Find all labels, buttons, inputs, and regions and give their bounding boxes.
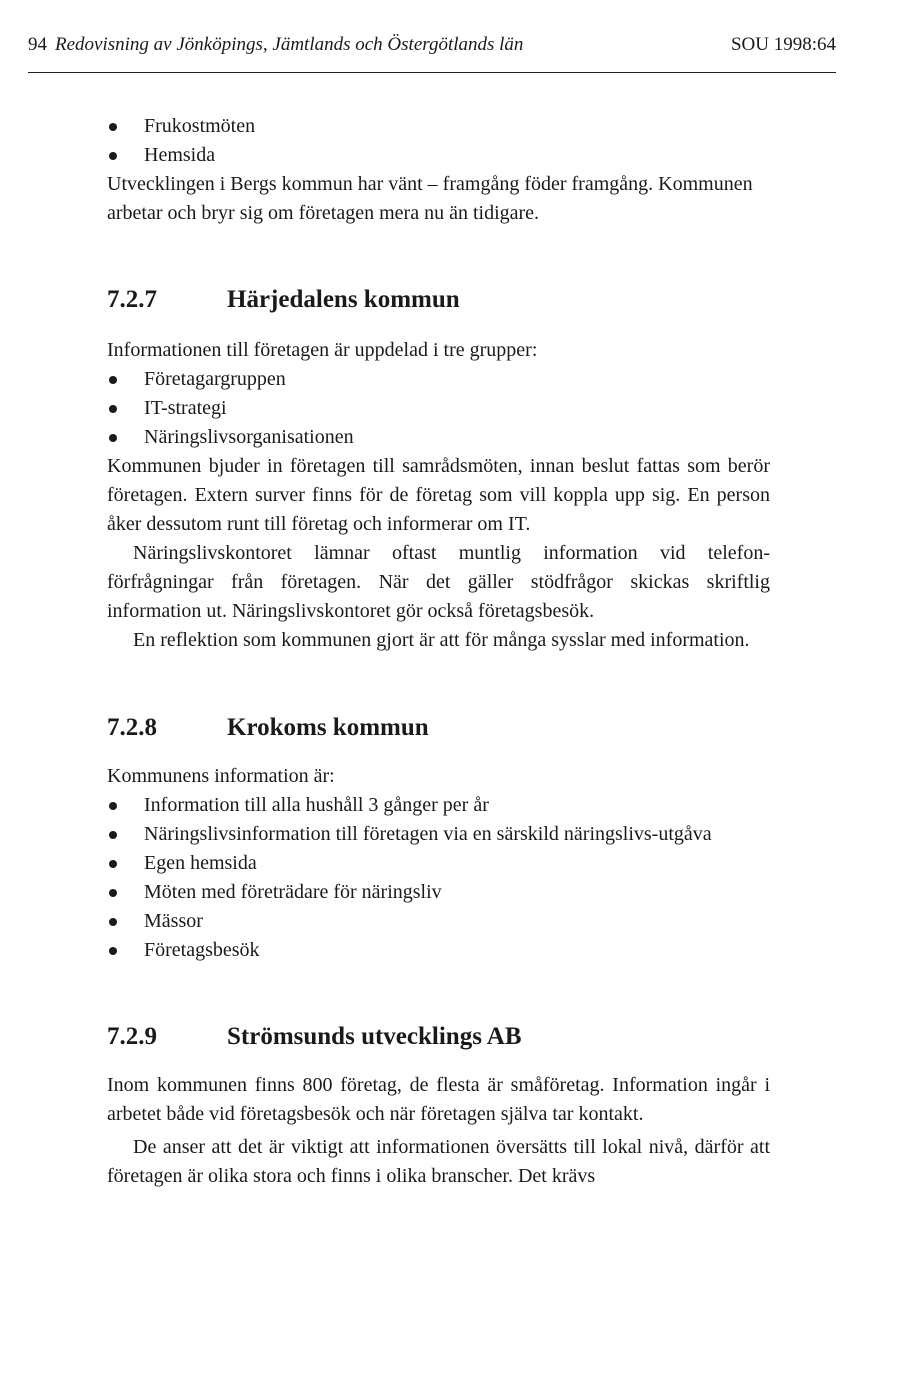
bullet-icon (109, 918, 117, 926)
list-item: Företagargruppen (107, 365, 770, 394)
list-item: Hemsida (107, 141, 770, 170)
bullet-icon (109, 831, 117, 839)
list-item: Mässor (107, 907, 770, 936)
bullet-icon (109, 947, 117, 955)
section-number: 7.2.7 (107, 286, 157, 313)
header-title: Redovisning av Jönköpings, Jämtlands och Östergötlands län (55, 34, 524, 55)
header-rule (28, 72, 836, 73)
bullet-icon (109, 405, 117, 413)
section-lead: Kommunens information är: (107, 765, 335, 787)
list-item: Egen hemsida (107, 849, 770, 878)
running-header (28, 34, 836, 56)
bullet-icon (109, 123, 117, 131)
section-heading (107, 285, 770, 314)
intro-bullet-list (107, 112, 770, 170)
list-item: Frukostmöten (107, 112, 770, 141)
section-number: 7.2.9 (107, 1023, 157, 1050)
section-bullet-list (107, 791, 770, 965)
series-number: SOU 1998:64 (730, 34, 836, 55)
list-item: Näringslivsinformation till företagen via en särskild näringslivs-utgåva (107, 820, 770, 849)
list-item: IT-strategi (107, 394, 770, 423)
paragraph: Kommunen bjuder in företagen till samrådsmöten, innan beslut fattas som berör företagen. Extern surver finns för de företag som vill koppla upp sig. En person åker dessutom runt till företag och informerar om IT. (107, 455, 770, 535)
bullet-icon (109, 889, 117, 897)
bullet-icon (109, 860, 117, 868)
bullet-icon (109, 152, 117, 160)
bullet-icon (109, 802, 117, 810)
page-number: 94 (28, 34, 47, 55)
header-left (28, 34, 523, 56)
section-lead: Informationen till företagen är uppdelad i tre grupper: (107, 339, 538, 361)
section-number: 7.2.8 (107, 714, 157, 741)
list-item: Möten med företrädare för näringsliv (107, 878, 770, 907)
intro-paragraph: Utvecklingen i Bergs kommun har vänt – framgång föder framgång. Kommunen arbetar och bryr sig om företagen mera nu än tidigare. (107, 173, 753, 224)
paragraph: Inom kommunen finns 800 företag, de flesta är småföretag. Information ingår i arbetet både vid företagsbesök och när företagen själva tar kontakt. (107, 1074, 770, 1125)
list-item: Företagsbesök (107, 936, 770, 965)
section-title: Härjedalens kommun (227, 286, 460, 313)
section-heading (107, 713, 770, 742)
page-body (107, 112, 770, 1191)
bullet-icon (109, 376, 117, 384)
section-heading (107, 1022, 770, 1051)
section-title: Strömsunds utvecklings AB (227, 1023, 522, 1050)
list-item: Information till alla hushåll 3 gånger per år (107, 791, 770, 820)
paragraph: De anser att det är viktigt att informationen översätts till lokal nivå, därför att företagen är olika stora och finns i olika branscher. Det krävs (107, 1136, 770, 1187)
paragraph: En reflektion som kommunen gjort är att för många sysslar med information. (133, 629, 750, 651)
section-bullet-list (107, 365, 770, 452)
paragraph: Näringslivskontoret lämnar oftast muntlig information vid telefon-förfrågningar från företagen. När det gäller stödfrågor skickas skriftlig information ut. Näringslivskontoret gör också företagsbesök. (107, 542, 770, 622)
list-item: Näringslivsorganisationen (107, 423, 770, 452)
bullet-icon (109, 434, 117, 442)
section-title: Krokoms kommun (227, 714, 429, 741)
